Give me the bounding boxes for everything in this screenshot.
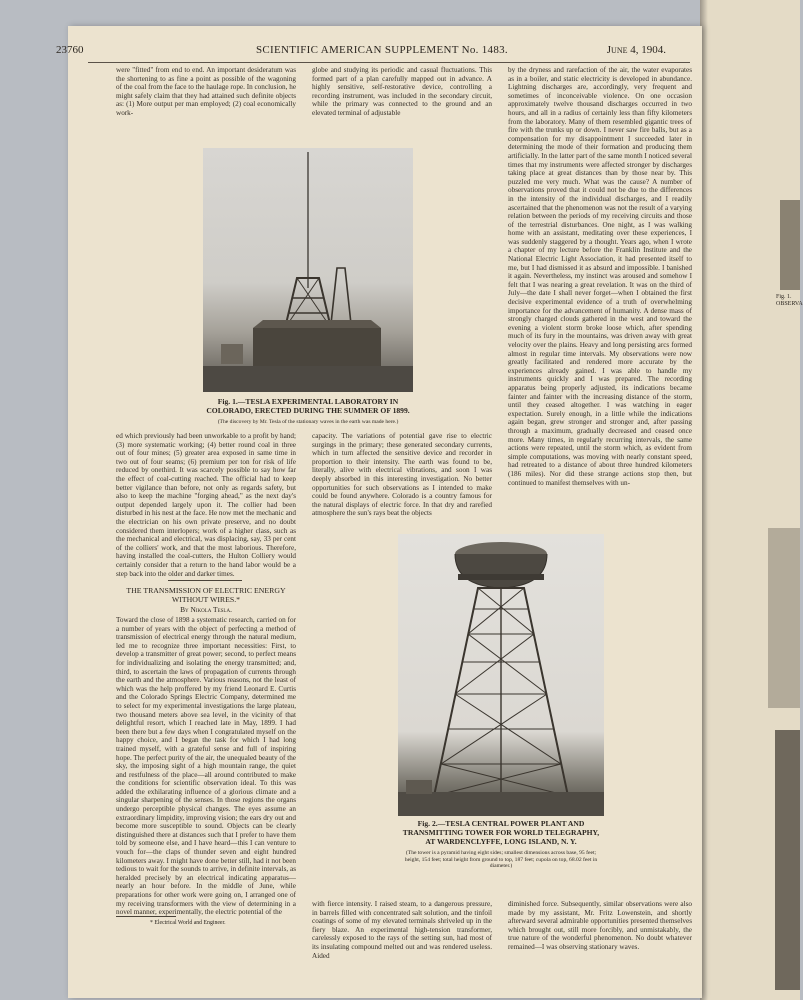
footnote-rule <box>116 916 176 917</box>
adjacent-page-image <box>775 730 800 990</box>
figure-2-caption: Fig. 2.—TESLA CENTRAL POWER PLANT AND TRANSMITTING TOWER FOR WORLD TELEGRAPHY, AT WARDENCLYFFE, LONG ISLAND, N. Y. <box>402 819 600 846</box>
issue-date: June 4, 1904. <box>606 44 666 56</box>
page-number: 23760 <box>56 44 84 56</box>
figure-1-subcaption: (The discovery by Mr. Tesla of the stationary waves in the earth was made here.) <box>217 419 399 425</box>
column-2-middle: capacity. The variations of potential gave rise to electric surgings in the primary; these generated secondary currents, which in turn affected the sensitive device and recorder in proportion to their intensity. The earth was found to be, literally, alive with electrical vibrations, and soon I was deeply absorbed in this interesting investigation. No better opportunities for such observations as I intended to make could be found anywhere. Colorado is a country famous for the natural displays of electric force. In that dry and rarefied atmosphere the sun's rays beat the objects <box>312 432 492 518</box>
column-1-middle: ed which previously had been unworkable to a profit by hand; (3) more systematic working; (4) better round coal in three out of four mines; (5) greater area exposed in same time in two out of four seams; (6) premium per ton for risk of life reduced by onethird. It was scarcely possible to say how far the effect of coal-cutting reached. The official had to keep better vigilance than before, not only as regards safety, but also to keep the machine "forging ahead," as the next day's output depended largely upon it. The collier had been disturbed in his nest at the face. He now met the mechanic and the electrician on his own private preserve, and no doubt considered them interlopers; work of a higher class, such as the mechanical and electrical, was displacing, say, 33 per cent of the colliers' work, and that the most laborious. Therefore, having installed the coal-cutters, the Hulton Colliery would certainly consider that a return to the hand labor would be a step back into the older and darker times. <box>116 432 296 578</box>
column-2-top: globe and studying its periodic and casual fluctuations. This formed part of a plan carefully mapped out in advance. A highly sensitive, self-restorative device, controlling a recording instrument, was included in the secondary circuit, while the primary was connected to the ground and an elevated terminal of adjustable <box>312 66 492 117</box>
adjacent-page-image <box>768 528 800 708</box>
figure-2-subcaption: (The tower is a pyramid having eight sides; smallest dimensions across base, 95 feet; height, 154 feet; total height from ground to top, 187 feet; cupola on top, 68.02 feet in diameter.) <box>404 850 598 870</box>
figure-2-tower-photo <box>398 534 604 816</box>
article-separator <box>168 580 242 581</box>
publication-title: SCIENTIFIC AMERICAN SUPPLEMENT No. 1483. <box>256 44 508 56</box>
column-3-bottom: diminished force. Subsequently, similar observations were also made by my assistant, Mr. Fritz Lowenstein, and shortly afterward several admirable opportunities presented themselves which brought out, still more forcibly, and unmistakably, the true nature of the wonderful phenomenon. No doubt whatever remained—I was observing stationary waves. <box>508 900 692 951</box>
figure-1-laboratory-photo <box>203 148 413 392</box>
footnote: * Electrical World and Engineer. <box>150 920 226 926</box>
article-byline: By Nikola Tesla. <box>180 605 232 614</box>
header-rule <box>88 62 690 63</box>
adjacent-page-image <box>780 200 800 290</box>
article-body: Toward the close of 1898 a systematic research, carried on for a number of years with the object of perfecting a method of transmission of electrical energy through the natural medium, led me to recognize three important necessities: First, to develop a transmitter of great power; second, to perfect means for individualizing and isolating the energy transmitted; and, third, to ascertain the laws of propagation of currents through the earth and the atmosphere. Various reasons, not the least of which was the help proffered by my friend Leonard E. Curtis and the Colorado Springs Electric Company, determined me to select for my experimental investigations the large plateau, two thousand meters above sea level, in the vicinity of that delightful resort, which I reached late in May, 1899. I had been there but a few days when I congratulated myself on the happy choice, and I began the task for which I had long trained myself, with a grateful sense and full of inspiring hope. The perfect purity of the air, the unequaled beauty of the sky, the imposing sight of a high mountain range, the quiet and restfulness of the place—all around contributed to make the conditions for scientific observation ideal. To this was added the exhilarating influence of a glorious climate and a singular sharpening of the senses. In those regions the organs undergo perceptible physical changes. The eyes assume an extraordinary limpidity, improving vision; the ears dry out and become more susceptible to sound. Objects can be clearly distinguished there at distances such that I prefer to have them told by someone else, and I have heard—this I can venture to vouch for—the claps of thunder seven and eight hundred kilometers away. I might have done better still, had it not been tedious to wait for the sounds to arrive, in definite intervals, as heralded precisely by an electrical indicating apparatus—nearly an hour before. In the middle of June, while preparations for other work were going on, I arranged one of my receiving transformers with the view of determining in a novel manner, experimentally, the electric potential of the <box>116 616 296 917</box>
article-title: THE TRANSMISSION OF ELECTRIC ENERGY WITHOUT WIRES.* <box>126 586 286 604</box>
adjacent-page-caption: Fig. 1. OBSERVA <box>776 294 803 307</box>
page-header <box>56 44 666 60</box>
column-2-bottom: with fierce intensity. I raised steam, to a dangerous pressure, in barrels filled with concentrated salt solution, and the tinfoil coatings of some of my elevated terminals shriveled up in the fiery blaze. An experimental high-tension transformer, carelessly exposed to the rays of the setting sun, had most of its insulating compound melted out and was rendered useless. Aided <box>312 900 492 960</box>
column-1-top: were "fitted" from end to end. An important desideratum was the shortening to as fine a point as possible of the wagoning of the coal from the face to the haulage rope. In conclusion, he might safely claim that they had attained such definite objects as: (1) More output per man employed; (2) coal economically work- <box>116 66 297 117</box>
figure-1-caption: Fig. 1.—TESLA EXPERIMENTAL LABORATORY IN COLORADO, ERECTED DURING THE SUMMER OF 1899. <box>206 397 410 415</box>
column-3-top: by the dryness and rarefaction of the air, the water evaporates as in a boiler, and static electricity is developed in abundance. Lightning discharges are, accordingly, very frequent and sometimes of inconceivable violence. On one occasion approximately twelve thousand discharges occurred in two hours, and all in a radius of certainly less than fifty kilometers from the laboratory. Many of them resembled gigantic trees of fire with the trunks up or down. I never saw fire balls, but as a compensation for my disappointment I succeeded later in determining the mode of their formation and producing them artificially. In the latter part of the same month I noticed several times that my instruments were affected stronger by discharges taking place at great distances than by those near by. This puzzled me very much. What was the cause? A number of observations proved that it could not be due to the differences in the intensity of the individual discharges, and I readily ascertained that the phenomenon was not the result of a varying relation between the periods of my receiving circuits and those of the terrestrial disturbances. One night, as I was walking home with an assistant, meditating over these experiences, I was suddenly staggered by a thought. Years ago, when I wrote a chapter of my lecture before the Franklin Institute and the National Electric Light Association, it had presented itself to me, but I had dismissed it as absurd and impossible. I banished it again. Nevertheless, my instinct was aroused and somehow I felt that I was nearing a great revelation. It was on the third of July—the date I shall never forget—when I obtained the first decisive experimental evidence of a truth of overwhelming importance for the advancement of humanity. A dense mass of strongly charged clouds gathered in the west and toward the evening a violent storm broke loose which, after spending much of its fury in the mountains, was driven away with great velocity over the plains. Heavy and long persisting arcs formed almost in regular time intervals. My observations were now greatly facilitated and rendered more accurate by the experiences already gained. I was able to handle my instruments quickly and I was prepared. The recording apparatus being properly adjusted, its indications became fainter and fainter with the increasing distance of the storm, until they ceased altogether. I was watching in eager expectation. Surely enough, in a little while the indications again began, grew stronger and stronger and, after passing through a maximum, gradually decreased and ceased once more. Many times, in regularly recurring intervals, the same actions were repeated, until the storm which, as evident from simple computations, was moving with nearly constant speed, had retreated to a distance of about three hundred kilometers (186 miles). Nor did these strange actions stop then, but continued to manifest themselves with un- <box>508 66 692 487</box>
